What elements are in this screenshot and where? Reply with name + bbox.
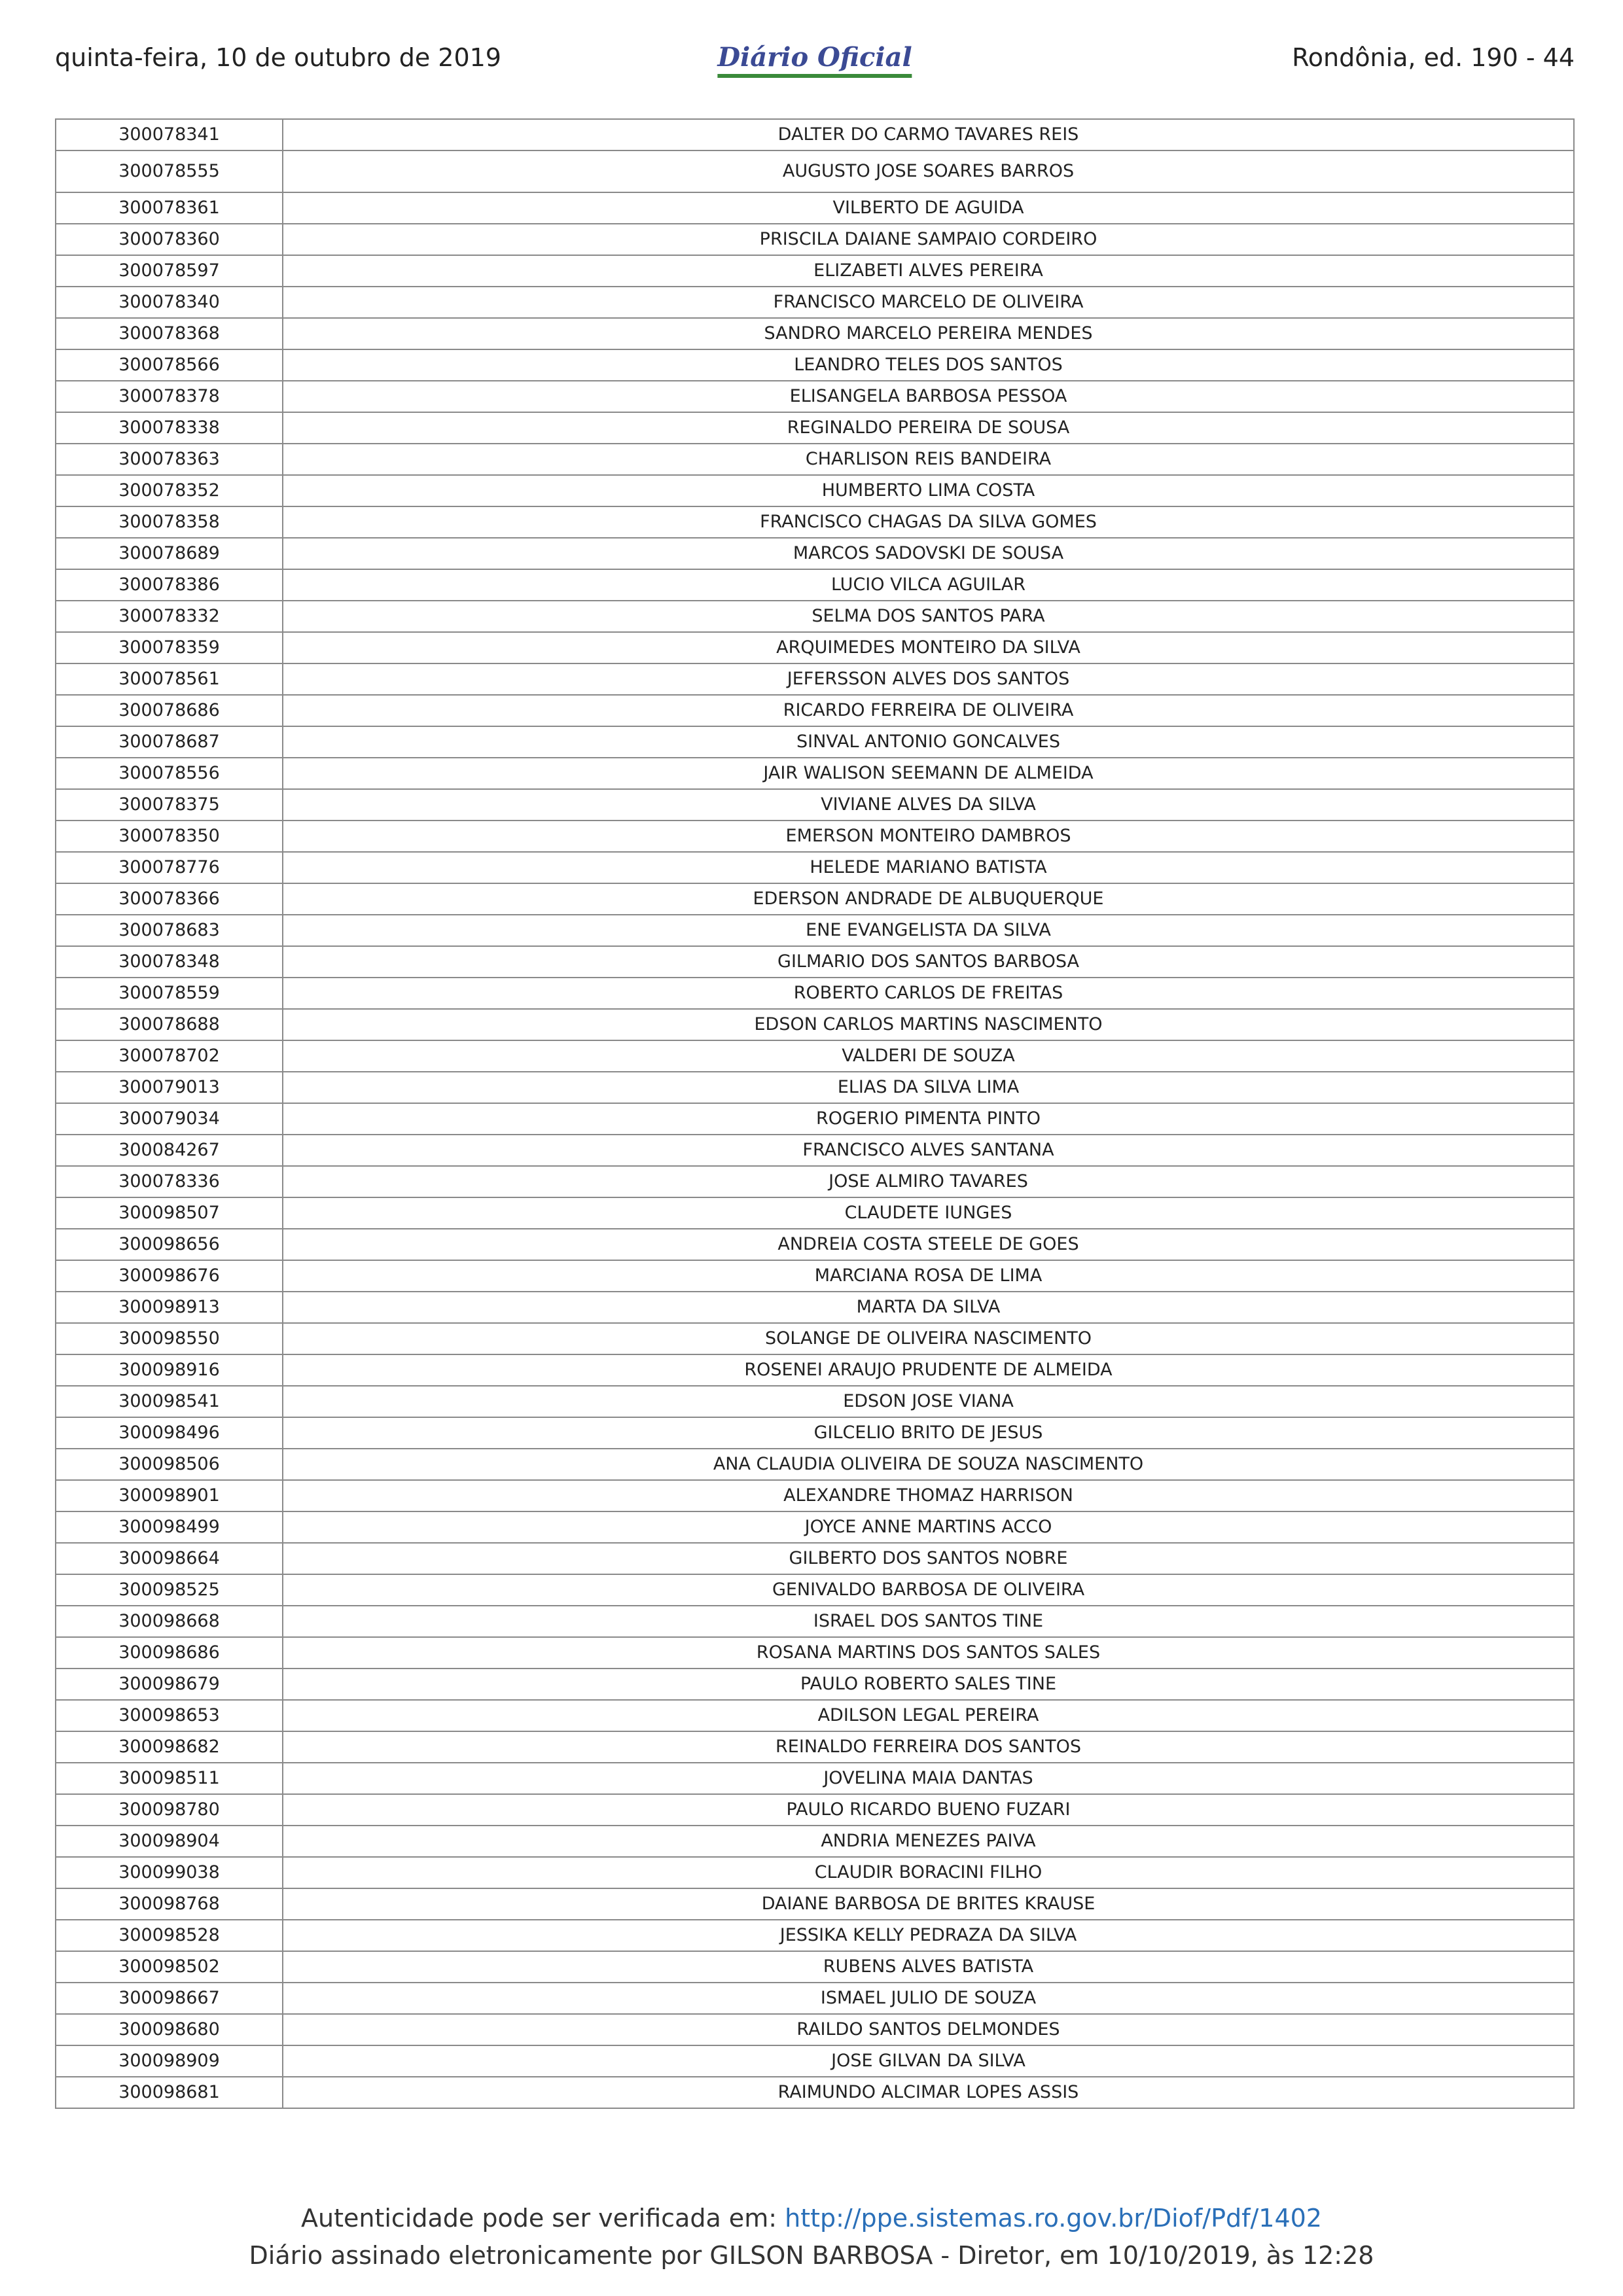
table-row <box>56 1763 1574 1794</box>
employee-code-cell: 300078375 <box>56 789 283 821</box>
table-row <box>56 1072 1574 1103</box>
employee-code-cell: 300098668 <box>56 1606 283 1637</box>
employee-code-cell: 300098507 <box>56 1197 283 1229</box>
table-row <box>56 1135 1574 1166</box>
employee-code-cell: 300098681 <box>56 2077 283 2108</box>
employee-code-cell: 300098499 <box>56 1511 283 1543</box>
table-row <box>56 150 1574 192</box>
employee-name-cell: GENIVALDO BARBOSA DE OLIVEIRA <box>283 1574 1574 1606</box>
employee-code-cell: 300078350 <box>56 821 283 852</box>
employee-code-cell: 300078597 <box>56 255 283 287</box>
employee-code-cell: 300078341 <box>56 119 283 150</box>
employee-code-cell: 300078338 <box>56 412 283 444</box>
employee-name-cell: ALEXANDRE THOMAZ HARRISON <box>283 1480 1574 1511</box>
table-row <box>56 1260 1574 1292</box>
page-header <box>55 38 1575 84</box>
table-row <box>56 255 1574 287</box>
table-row <box>56 1794 1574 1826</box>
employee-name-cell: ELISANGELA BARBOSA PESSOA <box>283 381 1574 412</box>
table-row <box>56 1449 1574 1480</box>
employee-code-cell: 300078386 <box>56 569 283 601</box>
employee-name-cell: PAULO RICARDO BUENO FUZARI <box>283 1794 1574 1826</box>
table-row <box>56 1197 1574 1229</box>
employee-code-cell: 300078687 <box>56 726 283 758</box>
employee-name-cell: JESSIKA KELLY PEDRAZA DA SILVA <box>283 1920 1574 1951</box>
header-edition: Rondônia, ed. 190 - 44 <box>1292 43 1575 72</box>
employee-code-cell: 300079013 <box>56 1072 283 1103</box>
employee-code-cell: 300098511 <box>56 1763 283 1794</box>
employee-code-cell: 300078683 <box>56 915 283 946</box>
employee-name-cell: ELIZABETI ALVES PEREIRA <box>283 255 1574 287</box>
header-date: quinta-feira, 10 de outubro de 2019 <box>55 43 501 72</box>
table-row <box>56 1888 1574 1920</box>
employee-code-cell: 300098525 <box>56 1574 283 1606</box>
employee-name-cell: JOVELINA MAIA DANTAS <box>283 1763 1574 1794</box>
employee-name-cell: DAIANE BARBOSA DE BRITES KRAUSE <box>283 1888 1574 1920</box>
employee-name-cell: VILBERTO DE AGUIDA <box>283 192 1574 224</box>
table-row <box>56 1417 1574 1449</box>
employee-name-cell: MARCOS SADOVSKI DE SOUSA <box>283 538 1574 569</box>
employee-name-cell: CLAUDETE IUNGES <box>283 1197 1574 1229</box>
employee-code-cell: 300098780 <box>56 1794 283 1826</box>
employee-code-cell: 300078363 <box>56 444 283 475</box>
table-row <box>56 1574 1574 1606</box>
table-row <box>56 475 1574 506</box>
employee-code-cell: 300078348 <box>56 946 283 978</box>
employee-name-cell: HUMBERTO LIMA COSTA <box>283 475 1574 506</box>
employee-name-cell: RUBENS ALVES BATISTA <box>283 1951 1574 1983</box>
employee-name-cell: ARQUIMEDES MONTEIRO DA SILVA <box>283 632 1574 663</box>
table-row <box>56 1511 1574 1543</box>
table-row <box>56 1480 1574 1511</box>
employee-name-cell: GILMARIO DOS SANTOS BARBOSA <box>283 946 1574 978</box>
employee-code-cell: 300078368 <box>56 318 283 349</box>
employee-name-cell: AUGUSTO JOSE SOARES BARROS <box>283 150 1574 192</box>
employee-name-cell: EDERSON ANDRADE DE ALBUQUERQUE <box>283 883 1574 915</box>
employee-name-cell: JEFERSSON ALVES DOS SANTOS <box>283 663 1574 695</box>
table-row <box>56 1386 1574 1417</box>
table-row <box>56 1009 1574 1040</box>
employee-name-cell: JOSE GILVAN DA SILVA <box>283 2045 1574 2077</box>
table-row <box>56 1543 1574 1574</box>
table-row <box>56 287 1574 318</box>
employee-code-cell: 300078688 <box>56 1009 283 1040</box>
table-row <box>56 1637 1574 1669</box>
table-row <box>56 381 1574 412</box>
employee-code-cell: 300078340 <box>56 287 283 318</box>
employee-name-cell: FRANCISCO ALVES SANTANA <box>283 1135 1574 1166</box>
employee-name-cell: ROGERIO PIMENTA PINTO <box>283 1103 1574 1135</box>
employee-name-cell: CLAUDIR BORACINI FILHO <box>283 1857 1574 1888</box>
table-row <box>56 2045 1574 2077</box>
footer-authenticity <box>0 2204 1623 2233</box>
employee-code-cell: 300078378 <box>56 381 283 412</box>
employee-code-cell: 300078352 <box>56 475 283 506</box>
table-row <box>56 663 1574 695</box>
employee-name-cell: REINALDO FERREIRA DOS SANTOS <box>283 1731 1574 1763</box>
table-row <box>56 1951 1574 1983</box>
footer-auth-link[interactable]: http://ppe.sistemas.ro.gov.br/Diof/Pdf/1402 <box>785 2204 1322 2233</box>
employee-code-cell: 300084267 <box>56 1135 283 1166</box>
employee-code-cell: 300098916 <box>56 1354 283 1386</box>
table-row <box>56 1857 1574 1888</box>
employee-name-cell: VIVIANE ALVES DA SILVA <box>283 789 1574 821</box>
employee-name-cell: SELMA DOS SANTOS PARA <box>283 601 1574 632</box>
employee-name-cell: GILCELIO BRITO DE JESUS <box>283 1417 1574 1449</box>
table-row <box>56 2014 1574 2045</box>
table-row <box>56 915 1574 946</box>
table-row <box>56 569 1574 601</box>
table-row <box>56 821 1574 852</box>
employee-name-cell: GILBERTO DOS SANTOS NOBRE <box>283 1543 1574 1574</box>
employee-name-cell: SOLANGE DE OLIVEIRA NASCIMENTO <box>283 1323 1574 1354</box>
employee-name-cell: EDSON JOSE VIANA <box>283 1386 1574 1417</box>
table-row <box>56 1669 1574 1700</box>
employee-code-cell: 300098682 <box>56 1731 283 1763</box>
table-row <box>56 1606 1574 1637</box>
table-row <box>56 789 1574 821</box>
employee-name-cell: JOSE ALMIRO TAVARES <box>283 1166 1574 1197</box>
employee-name-cell: ISMAEL JULIO DE SOUZA <box>283 1983 1574 2014</box>
employee-code-cell: 300078361 <box>56 192 283 224</box>
employee-table-body <box>56 119 1574 2108</box>
employee-code-cell: 300078366 <box>56 883 283 915</box>
logo-text: Diário Oficial <box>717 42 912 73</box>
table-row <box>56 695 1574 726</box>
table-row <box>56 412 1574 444</box>
logo-underline <box>717 74 912 78</box>
employee-code-cell: 300098904 <box>56 1826 283 1857</box>
table-row <box>56 224 1574 255</box>
table-row <box>56 1040 1574 1072</box>
employee-code-cell: 300078359 <box>56 632 283 663</box>
employee-code-cell: 300078332 <box>56 601 283 632</box>
employee-code-cell: 300098679 <box>56 1669 283 1700</box>
table-row <box>56 1920 1574 1951</box>
employee-name-cell: MARCIANA ROSA DE LIMA <box>283 1260 1574 1292</box>
employee-code-cell: 300078686 <box>56 695 283 726</box>
employee-code-cell: 300098676 <box>56 1260 283 1292</box>
employee-name-cell: FRANCISCO CHAGAS DA SILVA GOMES <box>283 506 1574 538</box>
table-row <box>56 1700 1574 1731</box>
employee-code-cell: 300098667 <box>56 1983 283 2014</box>
employee-name-cell: CHARLISON REIS BANDEIRA <box>283 444 1574 475</box>
employee-code-cell: 300078702 <box>56 1040 283 1072</box>
employee-name-cell: ROSENEI ARAUJO PRUDENTE DE ALMEIDA <box>283 1354 1574 1386</box>
table-row <box>56 601 1574 632</box>
table-row <box>56 1983 1574 2014</box>
table-row <box>56 538 1574 569</box>
table-row <box>56 852 1574 883</box>
employee-code-cell: 300098550 <box>56 1323 283 1354</box>
employee-code-cell: 300078555 <box>56 150 283 192</box>
table-row <box>56 318 1574 349</box>
employee-name-cell: RICARDO FERREIRA DE OLIVEIRA <box>283 695 1574 726</box>
table-row <box>56 444 1574 475</box>
employee-name-cell: REGINALDO PEREIRA DE SOUSA <box>283 412 1574 444</box>
employee-code-cell: 300098502 <box>56 1951 283 1983</box>
employee-name-cell: ADILSON LEGAL PEREIRA <box>283 1700 1574 1731</box>
employee-name-cell: JOYCE ANNE MARTINS ACCO <box>283 1511 1574 1543</box>
employee-code-cell: 300078689 <box>56 538 283 569</box>
employee-code-cell: 300098901 <box>56 1480 283 1511</box>
employee-name-cell: SANDRO MARCELO PEREIRA MENDES <box>283 318 1574 349</box>
employee-code-cell: 300078559 <box>56 978 283 1009</box>
table-row <box>56 349 1574 381</box>
table-row <box>56 1292 1574 1323</box>
employee-code-cell: 300098686 <box>56 1637 283 1669</box>
employee-code-cell: 300098528 <box>56 1920 283 1951</box>
employee-name-cell: PAULO ROBERTO SALES TINE <box>283 1669 1574 1700</box>
employee-code-cell: 300078556 <box>56 758 283 789</box>
employee-name-cell: ROSANA MARTINS DOS SANTOS SALES <box>283 1637 1574 1669</box>
table-row <box>56 506 1574 538</box>
table-row <box>56 726 1574 758</box>
employee-code-cell: 300098496 <box>56 1417 283 1449</box>
employee-code-cell: 300078561 <box>56 663 283 695</box>
employee-name-cell: ANDRIA MENEZES PAIVA <box>283 1826 1574 1857</box>
table-row <box>56 192 1574 224</box>
employee-name-cell: MARTA DA SILVA <box>283 1292 1574 1323</box>
employee-name-cell: SINVAL ANTONIO GONCALVES <box>283 726 1574 758</box>
table-row <box>56 946 1574 978</box>
employee-code-cell: 300079034 <box>56 1103 283 1135</box>
employee-name-cell: FRANCISCO MARCELO DE OLIVEIRA <box>283 287 1574 318</box>
table-row <box>56 1166 1574 1197</box>
table-row <box>56 758 1574 789</box>
employee-name-cell: RAIMUNDO ALCIMAR LOPES ASSIS <box>283 2077 1574 2108</box>
employee-code-cell: 300099038 <box>56 1857 283 1888</box>
employee-code-cell: 300098913 <box>56 1292 283 1323</box>
table-row <box>56 1103 1574 1135</box>
table-row <box>56 632 1574 663</box>
footer-signature: Diário assinado eletronicamente por GILSON BARBOSA - Diretor, em 10/10/2019, às 12:28 <box>249 2241 1374 2270</box>
employee-name-cell: ENE EVANGELISTA DA SILVA <box>283 915 1574 946</box>
table-row <box>56 978 1574 1009</box>
employee-code-cell: 300078360 <box>56 224 283 255</box>
employee-code-cell: 300098909 <box>56 2045 283 2077</box>
table-row <box>56 1229 1574 1260</box>
employee-code-cell: 300078336 <box>56 1166 283 1197</box>
employee-name-cell: ELIAS DA SILVA LIMA <box>283 1072 1574 1103</box>
employee-name-cell: LEANDRO TELES DOS SANTOS <box>283 349 1574 381</box>
employee-name-cell: VALDERI DE SOUZA <box>283 1040 1574 1072</box>
table-row <box>56 2077 1574 2108</box>
table-row <box>56 1354 1574 1386</box>
employee-table <box>55 118 1575 2109</box>
table-row <box>56 1323 1574 1354</box>
employee-name-cell: JAIR WALISON SEEMANN DE ALMEIDA <box>283 758 1574 789</box>
employee-name-cell: HELEDE MARIANO BATISTA <box>283 852 1574 883</box>
table-row <box>56 119 1574 150</box>
employee-code-cell: 300098506 <box>56 1449 283 1480</box>
table-row <box>56 1826 1574 1857</box>
employee-code-cell: 300098653 <box>56 1700 283 1731</box>
employee-name-cell: ISRAEL DOS SANTOS TINE <box>283 1606 1574 1637</box>
employee-code-cell: 300098656 <box>56 1229 283 1260</box>
employee-name-cell: LUCIO VILCA AGUILAR <box>283 569 1574 601</box>
employee-name-cell: EMERSON MONTEIRO DAMBROS <box>283 821 1574 852</box>
employee-code-cell: 300098680 <box>56 2014 283 2045</box>
employee-name-cell: DALTER DO CARMO TAVARES REIS <box>283 119 1574 150</box>
employee-code-cell: 300078358 <box>56 506 283 538</box>
employee-code-cell: 300098664 <box>56 1543 283 1574</box>
employee-name-cell: RAILDO SANTOS DELMONDES <box>283 2014 1574 2045</box>
employee-name-cell: EDSON CARLOS MARTINS NASCIMENTO <box>283 1009 1574 1040</box>
employee-name-cell: PRISCILA DAIANE SAMPAIO CORDEIRO <box>283 224 1574 255</box>
diario-oficial-logo <box>717 42 912 78</box>
footer-auth-prefix: Autenticidade pode ser verificada em: <box>301 2204 777 2233</box>
employee-name-cell: ROBERTO CARLOS DE FREITAS <box>283 978 1574 1009</box>
employee-code-cell: 300078566 <box>56 349 283 381</box>
employee-code-cell: 300098768 <box>56 1888 283 1920</box>
table-row <box>56 1731 1574 1763</box>
table-row <box>56 883 1574 915</box>
employee-code-cell: 300098541 <box>56 1386 283 1417</box>
employee-code-cell: 300078776 <box>56 852 283 883</box>
employee-name-cell: ANA CLAUDIA OLIVEIRA DE SOUZA NASCIMENTO <box>283 1449 1574 1480</box>
employee-name-cell: ANDREIA COSTA STEELE DE GOES <box>283 1229 1574 1260</box>
